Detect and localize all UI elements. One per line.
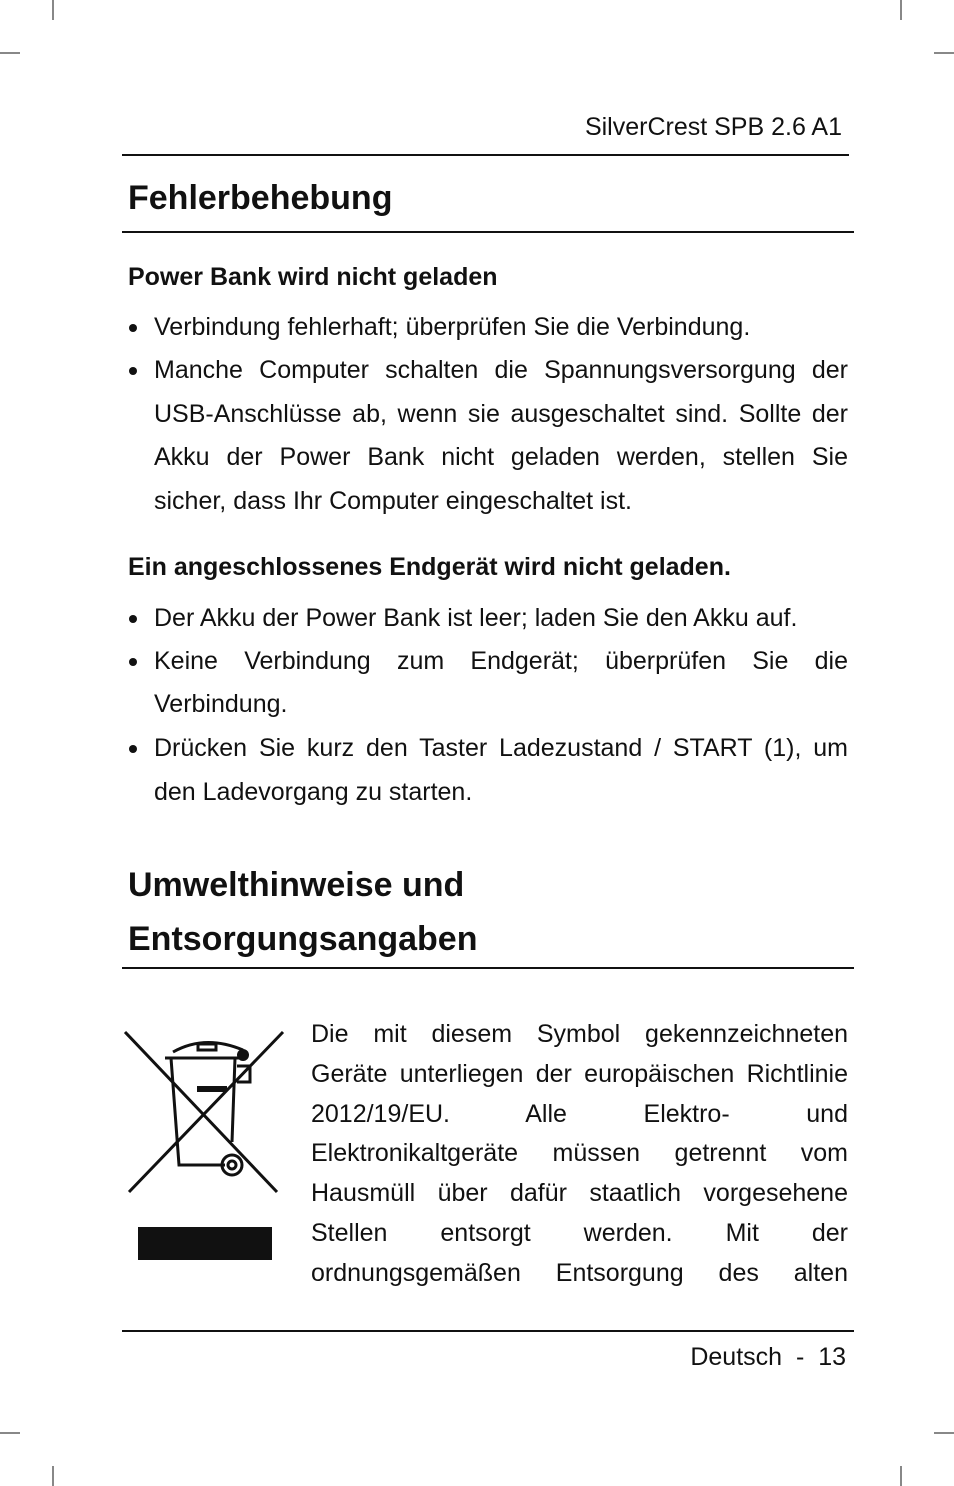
bullet-text: Drücken Sie kurz den Taster Ladezustand / START (1), um (154, 734, 848, 762)
subsection-title: Ein angeschlossenes Endgerät wird nicht geladen. (128, 553, 731, 581)
bullet-text: Verbindung. (154, 690, 288, 718)
crop-mark (900, 1466, 902, 1486)
bullet-text: USB-Anschlüsse ab, wenn sie ausgeschaltet sind. Sollte der (154, 400, 848, 428)
bullet-text: sicher, dass Ihr Computer eingeschaltet ist. (154, 487, 633, 515)
bullet-text: Keine Verbindung zum Endgerät; überprüfen Sie die (154, 647, 848, 675)
paragraph-line: Elektronikaltgeräte müssen getrennt vom (311, 1139, 848, 1167)
section-title-line: Umwelthinweise und (128, 866, 465, 904)
bullet-text: Verbindung fehlerhaft; überprüfen Sie die Verbindung. (154, 313, 751, 341)
paragraph-line: Hausmüll über dafür staatlich vorgesehene (311, 1179, 848, 1207)
footer-rule (122, 1330, 854, 1332)
paragraph-line: ordnungsgemäßen Entsorgung des alten (311, 1259, 848, 1287)
bullet-icon (129, 745, 137, 753)
crop-mark (52, 1466, 54, 1486)
bullet-text: Manche Computer schalten die Spannungsversorgung der (154, 356, 848, 384)
footer-page-number: 13 (818, 1343, 846, 1371)
paragraph-line: Die mit diesem Symbol gekennzeichneten (311, 1020, 848, 1048)
bullet-text: den Ladevorgang zu starten. (154, 778, 473, 806)
section-title-line: Entsorgungsangaben (128, 920, 478, 958)
section-rule (122, 231, 854, 233)
crop-mark (0, 52, 20, 54)
section-rule (122, 967, 854, 969)
crop-mark (52, 0, 54, 20)
bullet-icon (129, 367, 137, 375)
bullet-icon (129, 615, 137, 623)
paragraph-line: Geräte unterliegen der europäischen Richtlinie (311, 1060, 848, 1088)
footer-language: Deutsch (690, 1343, 783, 1371)
header-rule (122, 154, 849, 156)
paragraph-line: 2012/19/EU. Alle Elektro- und (311, 1100, 848, 1128)
bullet-text: Der Akku der Power Bank ist leer; laden Sie den Akku auf. (154, 604, 798, 632)
subsection-title: Power Bank wird nicht geladen (128, 263, 498, 291)
footer-page-info (690, 1340, 846, 1374)
paragraph-line: Stellen entsorgt werden. Mit der (311, 1219, 848, 1247)
crop-mark (0, 1432, 20, 1434)
header-product: SilverCrest SPB 2.6 A1 (584, 113, 842, 141)
bullet-text: Akku der Power Bank nicht geladen werden, stellen Sie (154, 443, 848, 471)
crop-mark (900, 0, 902, 20)
bullet-icon (129, 324, 137, 332)
crop-mark (934, 1432, 954, 1434)
crop-mark (934, 52, 954, 54)
bullet-icon (129, 658, 137, 666)
section-title: Fehlerbehebung (128, 179, 393, 217)
crossed-out-wheelie-bin-icon (115, 1020, 295, 1270)
footer-separator: - (795, 1343, 805, 1371)
